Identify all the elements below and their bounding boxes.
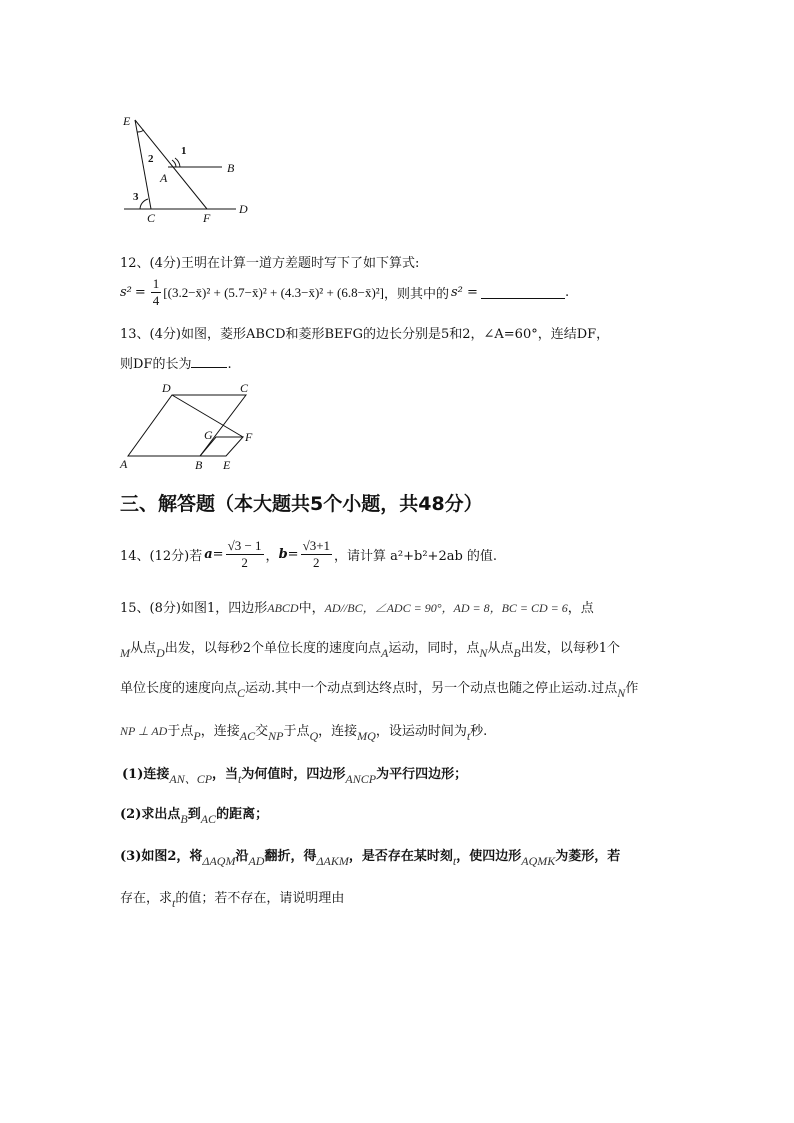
q14-frac-a — [226, 538, 264, 571]
q14-eq-a: = — [212, 547, 224, 562]
q12-s2b: s² = — [451, 285, 478, 300]
q15-s3m5: AQMK — [521, 854, 556, 868]
q14-den-a: 2 — [241, 555, 248, 570]
q15-sub1 — [122, 763, 468, 786]
q12-eq: = — [134, 285, 146, 300]
q15-l1b: 中， — [298, 601, 325, 616]
label-d: D — [239, 202, 248, 216]
angle-mark-2 — [137, 130, 144, 132]
q15-s1a: (1)连接 — [122, 767, 170, 782]
q14-frac-b — [301, 538, 332, 571]
label-e: E — [223, 458, 231, 472]
q15-l2d: 从点 — [487, 641, 514, 656]
segment-ef — [135, 120, 207, 209]
label-2: 2 — [148, 153, 154, 165]
q15-s2a: (2)求出点 — [120, 807, 181, 822]
q15-l1m2: AD//BC，∠ADC = 90°，AD = 8，BC = CD = 6 — [324, 601, 568, 615]
angle-mark-3 — [140, 199, 148, 209]
q13-line1: 13、(4分)如图，菱形ABCD和菱形BEFG的边长分别是5和2，∠A=60°，连结DF， — [120, 327, 610, 342]
label-e: E — [123, 114, 131, 128]
figure-angles — [118, 108, 258, 228]
label-c: C — [240, 381, 249, 395]
q15-s3m4: t — [452, 854, 457, 868]
section-title: 三、解答题（本大题共5个小题，共48分） — [120, 493, 483, 515]
q14-den-b: 2 — [313, 555, 320, 570]
q15-s3m2: AD — [248, 854, 265, 868]
label-b: B — [227, 161, 235, 175]
q12-terms: [(3.2−x̄)² + (5.7−x̄)² + (4.3−x̄)² + (6.8−x̄)²] — [163, 284, 384, 300]
q15-l3c: 作 — [625, 681, 639, 696]
q15-s1m1: AN、CP — [169, 772, 213, 786]
q15-s2m2: AC — [200, 812, 217, 826]
q15-l3a: 单位长度的速度向点 — [120, 681, 238, 696]
q15-s3f: 为菱形，若 — [555, 849, 621, 864]
q12-frac-den: 4 — [152, 293, 160, 308]
figure-rhombus — [116, 380, 266, 472]
q15-line3 — [120, 677, 639, 700]
q15-s1b: ，当 — [212, 767, 239, 782]
q15-l4a: 于点 — [167, 724, 194, 739]
q14-num-b: √3+1 — [302, 538, 331, 553]
q15-l4m7: t — [466, 729, 471, 743]
q15-s1c: 为何值时，四边形 — [241, 767, 346, 782]
q12-answer-blank[interactable] — [481, 286, 565, 299]
q15-l3b: 运动.其中一个动点到达终点时，另一个动点也随之停止运动.过点 — [245, 681, 618, 696]
q15-s2m1: B — [180, 812, 188, 826]
q12-fraction — [151, 276, 162, 309]
q15-l4m5: Q — [309, 729, 319, 743]
q15-s4a: 存在，求 — [120, 891, 173, 906]
q15-l3m2: N — [617, 686, 626, 700]
label-f: F — [245, 430, 253, 444]
q15-l2e: 出发，以每秒1个 — [520, 641, 620, 656]
q14-comma: ， — [265, 549, 279, 564]
q15-line4 — [120, 720, 488, 743]
q15-sub2 — [120, 803, 269, 826]
q15-l2b: 出发，以每秒2个单位长度的速度向点 — [164, 641, 381, 656]
q15-s4m1: t — [172, 896, 176, 910]
q15-s3a: (3)如图2，将 — [120, 849, 203, 864]
label-f: F — [203, 211, 211, 225]
label-g: G — [204, 428, 213, 442]
label-a: A — [120, 457, 128, 471]
q15-s3m1: ΔAQM — [202, 854, 236, 868]
q15-s1m2: t — [238, 772, 242, 786]
q15-s3b: 沿 — [235, 849, 249, 864]
label-c: C — [147, 211, 156, 225]
q15-l2m2: D — [156, 646, 165, 660]
q15-l4g: 秒. — [470, 724, 488, 739]
q14-eq-b: = — [287, 547, 299, 562]
label-1: 1 — [181, 145, 187, 157]
q15-l4c: 交 — [255, 724, 269, 739]
label-b: B — [195, 458, 203, 472]
label-3: 3 — [133, 191, 139, 203]
q14-line — [120, 538, 497, 571]
label-a: A — [160, 171, 168, 185]
q15-l4m6: MQ — [357, 729, 376, 743]
q15-l4m1: NP ⊥ AD — [120, 724, 168, 738]
q15-sub3-cont — [120, 887, 345, 910]
q15-l2m1: M — [120, 646, 130, 660]
q15-l1a: 15、(8分)如图1，四边形 — [120, 601, 268, 616]
q13-line2 — [120, 353, 232, 372]
q13-line2b: . — [227, 357, 232, 372]
q12-formula — [120, 276, 569, 309]
q15-l2m4: N — [479, 646, 488, 660]
q15-l4e: ，连接 — [318, 724, 358, 739]
q13-line2a: 则DF的长为 — [120, 357, 192, 372]
q15-l4m4: NP — [268, 729, 284, 743]
q15-line1 — [120, 597, 594, 616]
q14-a: a — [204, 547, 213, 562]
q15-l4m3: AC — [239, 729, 256, 743]
q15-l3m1: C — [237, 686, 246, 700]
q12-head: 12、(4分)王明在计算一道方差题时写下了如下算式: — [120, 256, 420, 271]
q15-s3m3: ΔAKM — [316, 854, 349, 868]
q15-l2a: 从点 — [130, 641, 157, 656]
q15-s3c: 翻折，得 — [264, 849, 317, 864]
q15-s3e: ，使四边形 — [456, 849, 522, 864]
q14-lead: 14、(12分)若 — [120, 549, 203, 564]
q14-num-a: √3 − 1 — [227, 538, 262, 553]
q15-s1d: 为平行四边形； — [376, 767, 468, 782]
q14-tail: ，请计算 a²+b²+2ab 的值. — [334, 549, 498, 564]
q15-l2m3: A — [380, 646, 389, 660]
label-d: D — [162, 381, 171, 395]
q15-s1m3: ANCP — [345, 772, 377, 786]
q15-sub3 — [120, 845, 621, 868]
q15-l4m2: P — [193, 729, 201, 743]
q12-s2: s² — [120, 285, 132, 300]
q15-l1c: ，点 — [567, 601, 594, 616]
q15-l4b: ，连接 — [200, 724, 240, 739]
q15-l2c: 运动，同时，点 — [388, 641, 480, 656]
q15-l4f: ，设运动时间为 — [375, 724, 467, 739]
q15-l1m1: ABCD — [267, 601, 299, 615]
q15-s3d: ，是否存在某时刻 — [348, 849, 453, 864]
q13-answer-blank[interactable] — [191, 355, 227, 368]
q12-tail: ，则其中的 — [384, 287, 450, 302]
q15-l2m5: B — [513, 646, 521, 660]
q15-l4d: 于点 — [283, 724, 310, 739]
q15-s2c: 的距离； — [216, 807, 269, 822]
q14-b: b — [278, 547, 288, 562]
q12-frac-num: 1 — [152, 276, 160, 291]
q15-s2b: 到 — [187, 807, 201, 822]
q15-s4b: 的值；若不存在，请说明理由 — [175, 891, 345, 906]
q15-line2 — [120, 637, 620, 660]
q12-end: . — [564, 285, 570, 300]
